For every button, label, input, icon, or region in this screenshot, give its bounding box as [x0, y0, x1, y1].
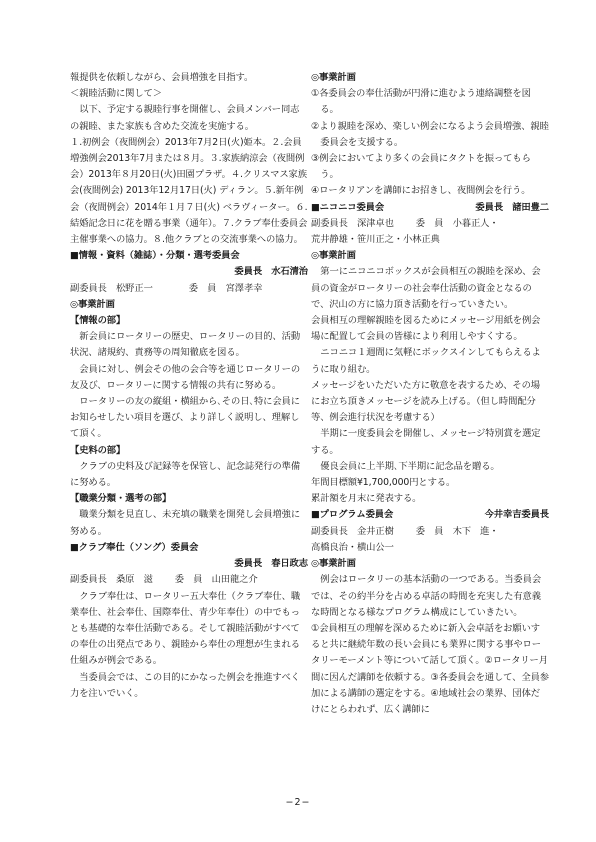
committee-chair: 今井幸吉委員長	[484, 509, 549, 521]
vice-chair: 副委員長 桑原 滋	[70, 574, 153, 586]
paragraph: メッセージをいただいた方に敬意を表するため、その場にお立ち頂きメッセージを読み上げる。（但し時間配分等、例会進行状況を考慮する）	[311, 379, 540, 424]
paragraph: ニコニコ１週間に気軽にボックスインしてもらえるように取り組む。	[311, 347, 541, 375]
paragraph: ①会員相互の理解を深めるために新入会卓話をお願いすると共に継続年数の長い会員にも業界に関する事やロータリーモーメント等について話して頂く。②ロータリー月間に因んだ講師を依頼する。③各委員会を通して、全員参加による講師の選定をする。④地域社会の業界、団体だけにとらわれず、広く講師に	[311, 622, 549, 715]
plan-heading: ◎事業計画	[311, 72, 356, 83]
paragraph: 第一にニコニコボックスが会員相互の親睦を深め、会員の資金がロータリーの社会奉仕活動の資金となるので、沢山の方に協力頂き活動を行っていきたい。	[311, 266, 541, 310]
paragraph: 優良会員に上半期､下半期に記念品を贈る。	[320, 460, 500, 472]
member: 委 員 宮澤孝幸	[188, 282, 263, 294]
subsection-heading: 【情報の部】	[70, 315, 126, 327]
paragraph: クラブ奉仕は、ロータリー五大奉仕（クラブ奉仕、職業奉仕、社会奉仕、国際奉仕、青少年奉仕）の中でもっとも基礎的な奉仕活動である。そして親睦活動がすべての奉仕の出発点であり、親睦から奉仕の理想が生まれる仕組みが例会である。	[70, 590, 301, 667]
paragraph: クラブの史料及び記録等を保管し、記念誌発行の準備に努める。	[70, 460, 301, 489]
page-number: −2−	[285, 797, 311, 808]
list-item: ②より親睦を深め、楽しい例会になるよう会員増強、親睦委員会を支援する。	[311, 120, 549, 148]
vice-chair: 副委員長 金井正樹	[311, 525, 394, 537]
vice-chair: 副委員長 松野正一	[70, 282, 153, 294]
member: 委 員 木下 進・	[415, 525, 499, 537]
plan-heading: ◎事業計画	[70, 298, 115, 310]
committee-members	[70, 572, 308, 588]
paragraph: 以下、予定する親睦行事を開催し、会員メンバー同志の親睦、また家族も含めた交流を実施する。	[70, 104, 300, 132]
paragraph: 新会員にロータリーの歴史、ロータリーの目的、活動状況、諸規約、責務等の周知徹底を図る。	[70, 331, 301, 359]
list-item: ①各委員会の奉仕活動が円滑に進むよう連絡調整を図る。	[311, 88, 531, 116]
member-continuation: 荒井静雄・笹川正之・小林正典	[311, 234, 440, 246]
paragraph: 半期に一度委員会を開催し、メッセージ特別賞を選定する。	[311, 428, 541, 456]
committee-title: ■プログラム委員会	[311, 509, 394, 521]
paragraph: 当委員会では、この目的にかなった例会を推進すべく力を注いでいく。	[70, 671, 300, 699]
paragraph: 報提供を依頼しながら、会員増強を目指す。	[70, 72, 254, 83]
member: 委 員 山田龍之介	[174, 574, 258, 586]
member: 委 員 小暮正人・	[415, 217, 499, 229]
paragraph: 累計額を月末に発表する。	[311, 493, 422, 505]
committee-members	[70, 281, 308, 297]
section-heading-program	[311, 507, 549, 523]
list-item: ④ロータリアンを講師にお招きし、夜間例会を行う。	[311, 185, 531, 197]
subsection-heading: 【職業分類・選考の部】	[70, 493, 172, 505]
left-column	[70, 70, 308, 702]
section-heading-club-service: ■クラブ奉仕（ソング）委員会	[70, 541, 199, 553]
section-heading-info-committee: ■情報・資料（雑誌）・分類・選考委員会	[70, 250, 240, 262]
committee-members	[311, 524, 549, 540]
event-list: １.初例会（夜間例会）2013年7月2日(火)姫本。２.会員増強例会2013年7月または８月。３.家族納涼会（夜間例会）2013年８月20日(火)田園プラザ。４.クリスマス家族会(夜間例会) 2013年12月17日(火) ディラン。５.新年例会（夜間例会）2014年１月７日(火) ベラヴィーター。６.結婚記念日に花を贈る事業（通年）。７.クラブ奉仕委員会主催事業への協力。８.他クラブとの交流事業への協力。	[70, 136, 308, 246]
plan-heading: ◎事業計画	[311, 250, 356, 262]
subheading: ＜親睦活動に関して＞	[70, 88, 162, 100]
paragraph: 会員に対し、例会その他の会合等を通じロータリーの友及び、ロータリーに関する情報の共有に努める。	[70, 363, 301, 391]
right-column	[311, 70, 549, 718]
committee-title: ■ニコニコ委員会	[311, 201, 385, 213]
vice-chair: 副委員長 深津卓也	[311, 217, 394, 229]
committee-members	[311, 216, 549, 232]
plan-heading: ◎事業計画	[311, 558, 356, 570]
paragraph: 職業分類を見直し、未充填の職業を開発し会員増強に努める。	[70, 509, 301, 537]
paragraph: ロータリーの友の縦組・横組から､その日､特に会員にお知らせしたい項目を選び、より詳しく説明し、理解して頂く。	[70, 396, 300, 440]
committee-chair: 委員長 水石清治	[234, 266, 308, 278]
list-item: ③例会においてより多くの会員にタクトを振ってもらう。	[311, 153, 531, 181]
subsection-heading: 【史料の部】	[70, 444, 126, 456]
member-continuation: 高橋良治・横山公一	[311, 541, 394, 553]
paragraph: 会員相互の理解親睦を図るためにメッセージ用紙を例会場に配置して会員の皆様により利用しやすくする。	[311, 315, 541, 343]
committee-chair: 委員長 諸田豊二	[475, 201, 549, 213]
section-heading-nikoniko	[311, 200, 549, 216]
paragraph: 例会はロータリーの基本活動の一つである。当委員会では、その約半分を占める卓話の時間を充実した有意義な時間となる様なプログラム構成にしていきたい。	[311, 574, 542, 618]
paragraph: 年間目標額¥1,700,000円とする。	[311, 477, 456, 489]
committee-chair: 委員長 春日政志	[234, 558, 308, 570]
